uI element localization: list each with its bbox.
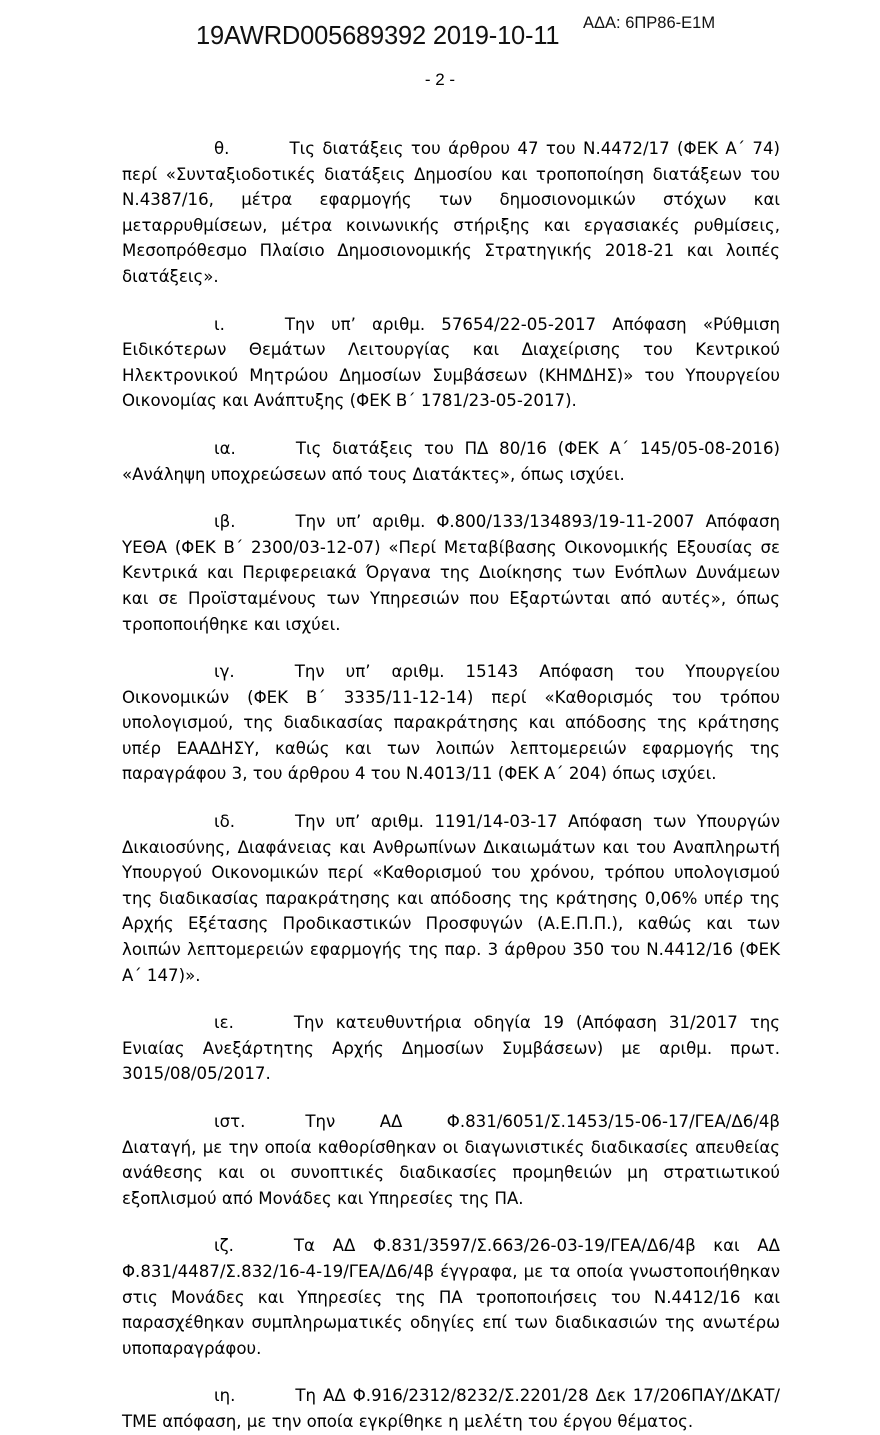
paragraph-iota-gamma [122,659,780,787]
document-header [0,0,880,72]
paragraph-text: Τη ΑΔ Φ.916/2312/8232/Σ.2201/28 Δεκ 17/206ΠΑΥ/ΔΚΑΤ/ΤΜΕ απόφαση, με την οποία εγκρίθηκε η μελέτη του έργου θέματος. [122,1386,780,1431]
ada-number-stamp: ΑΔΑ: 6ΠΡ86-Ε1Μ [583,14,716,32]
paragraph-iota [122,312,780,414]
document-code-stamp: 19AWRD005689392 2019-10-11 [196,22,560,50]
paragraph-iota-eta [122,1383,780,1434]
paragraph-marker: ια. [214,438,236,458]
paragraph-marker: ιε. [214,1013,234,1033]
paragraph-iota-epsilon [122,1010,780,1087]
paragraph-marker: ιγ. [214,662,235,682]
paragraph-text: Τις διατάξεις του ΠΔ 80/16 (ΦΕΚ Α΄ 145/05-08-2016) «Ανάληψη υποχρεώσεων από τους Διατάκτες», όπως ισχύει. [122,438,780,484]
paragraph-text: Την υπ’ αριθμ. 15143 Απόφαση του Υπουργείου Οικονομικών (ΦΕΚ Β΄ 3335/11-12-14) περί «Καθορισμός του τρόπου υπολογισμού, της διαδικασίας παρακράτησης και απόδοσης της κράτησης υπέρ ΕΑΑΔΗΣΥ, καθώς και των λοιπών λεπτομερειών εφαρμογής της παραγράφου 3, του άρθρου 4 του Ν.4013/11 (ΦΕΚ Α΄ 204) όπως ισχύει. [122,662,780,784]
paragraph-text: Την υπ’ αριθμ. 1191/14-03-17 Απόφαση των Υπουργών Δικαιοσύνης, Διαφάνειας και Ανθρωπίνων Δικαιωμάτων και του Αναπληρωτή Υπουργού Οικονομικών περί «Καθορισμού του χρόνου, τρόπου υπολογισμού της διαδικασίας παρακράτησης και απόδοσης της κράτησης 0,06% υπέρ της Αρχής Εξέτασης Προδικαστικών Προσφυγών (Α.Ε.Π.Π.), καθώς και των λοιπών λεπτομερειών εφαρμογής της παρ. 3 άρθρου 350 του Ν.4412/16 (ΦΕΚ Α΄ 147)». [122,812,780,985]
paragraph-iota-zeta [122,1233,780,1361]
paragraph-marker: ιδ. [214,812,236,832]
paragraph-iota-beta [122,509,780,637]
paragraph-text: Τα ΑΔ Φ.831/3597/Σ.663/26-03-19/ΓΕΑ/Δ6/4β και ΑΔ Φ.831/4487/Σ.832/16-4-19/ΓΕΑ/Δ6/4β έγγραφα, με τα οποία γνωστοποιήθηκαν στις Μονάδες και Υπηρεσίες της ΠΑ τροποποιήσεις του Ν.4412/16 και παρασχέθηκαν συμπληρωματικές οδηγίες επί των διαδικασιών της ανωτέρω υποπαραγράφου. [122,1236,780,1358]
paragraph-text: Την κατευθυντήρια οδηγία 19 (Απόφαση 31/2017 της Ενιαίας Ανεξάρτητης Αρχής Δημοσίων Συμβάσεων) με αριθμ. πρωτ. 3015/08/05/2017. [122,1013,780,1084]
paragraph-text: Την υπ’ αριθμ. Φ.800/133/134893/19-11-2007 Απόφαση ΥΕΘΑ (ΦΕΚ Β΄ 2300/03-12-07) «Περί Μεταβίβασης Οικονομικής Εξουσίας σε Κεντρικά και Περιφερειακά Όργανα της Διοίκησης των Ενόπλων Δυνάμεων και σε Προϊσταμένους των Υπηρεσιών που Εξαρτώνται από αυτές», όπως τροποποιήθηκε και ισχύει. [122,512,780,634]
page-number: - 2 - [424,70,456,89]
paragraph-text: Την υπ’ αριθμ. 57654/22-05-2017 Απόφαση «Ρύθμιση Ειδικότερων Θεμάτων Λειτουργίας και Διαχείρισης του Κεντρικού Ηλεκτρονικού Μητρώου Δημοσίων Συμβάσεων (ΚΗΜΔΗΣ)» του Υπουργείου Οικονομίας και Ανάπτυξης (ΦΕΚ Β΄ 1781/23-05-2017). [122,314,780,411]
paragraph-marker: ιζ. [214,1236,234,1256]
paragraph-text: Τις διατάξεις του άρθρου 47 του Ν.4472/17 (ΦΕΚ Α΄ 74) περί «Συνταξιοδοτικές διατάξεις Δημοσίου και τροποποίηση διατάξεων του Ν.4387/16, μέτρα εφαρμογής των δημοσιονομικών στόχων και μεταρρυθμίσεων, μέτρα κοινωνικής στήριξης και εργασιακές ρυθμίσεις, Μεσοπρόθεσμο Πλαίσιο Δημοσιονομικής Στρατηγικής 2018-21 και λοιπές διατάξεις». [122,139,780,286]
paragraph-theta [122,136,780,290]
paragraph-marker: θ. [214,139,230,158]
paragraph-iota-alpha [122,436,780,487]
paragraph-marker: ιη. [214,1386,236,1406]
paragraph-marker: ιστ. [214,1112,246,1131]
paragraph-marker: ιβ. [214,512,236,532]
document-body [122,136,780,1435]
paragraph-text: Την ΑΔ Φ.831/6051/Σ.1453/15-06-17/ΓΕΑ/Δ6/4β Διαταγή, με την οποία καθορίσθηκαν οι διαγωνιστικές διαδικασίες απευθείας ανάθεσης και οι συνοπτικές διαδικασίες προμηθειών μη στρατιωτικού εξοπλισμού από Μονάδες και Υπηρεσίες της ΠΑ. [122,1112,780,1208]
paragraph-iota-delta [122,809,780,988]
paragraph-iota-sigma-tau [122,1109,780,1211]
paragraph-marker: ι. [214,314,225,334]
